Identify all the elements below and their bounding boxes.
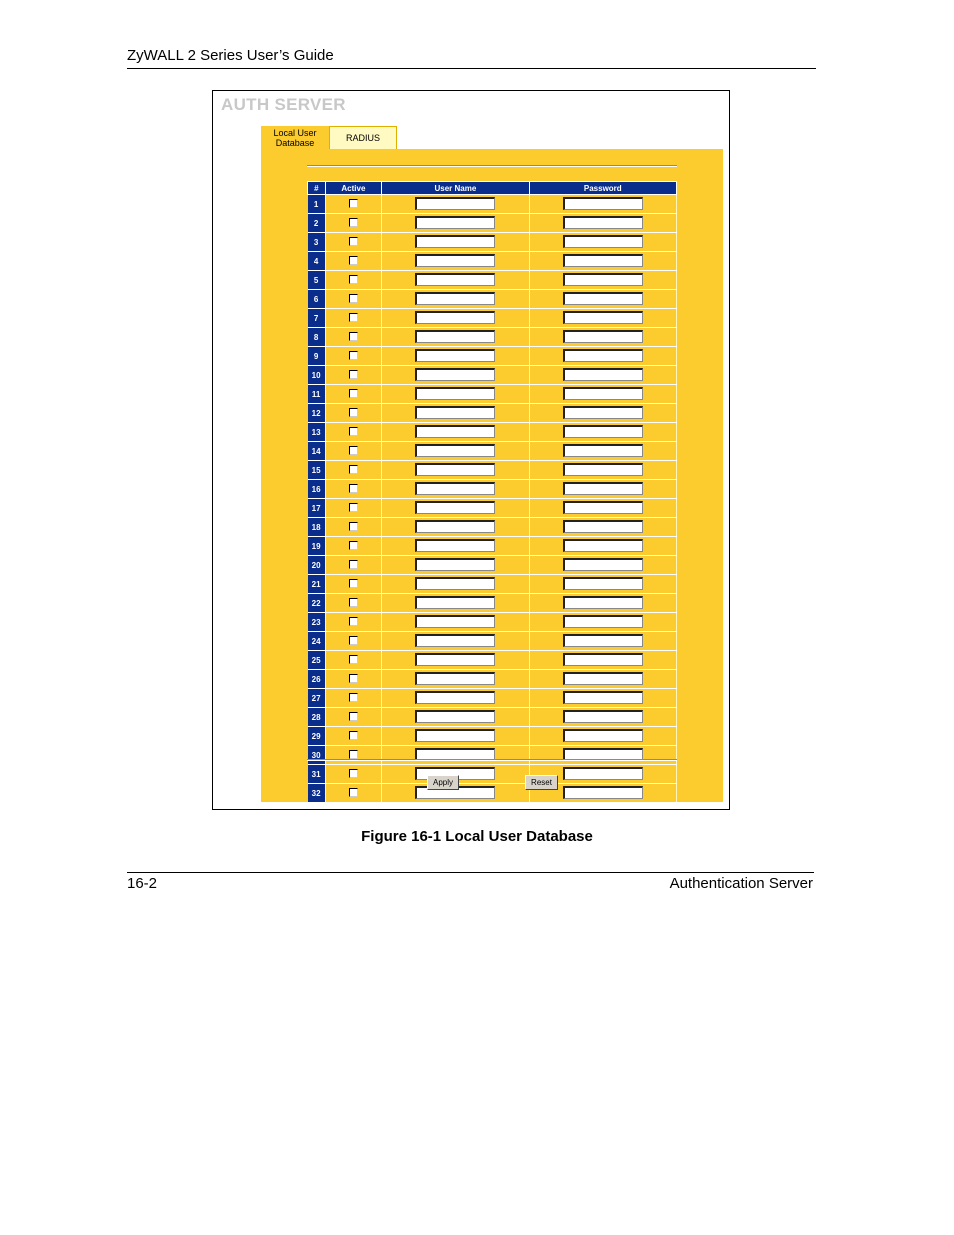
table-row <box>308 575 677 594</box>
user-name-cell <box>382 727 529 746</box>
user-name-cell <box>382 309 529 328</box>
active-cell <box>325 594 382 613</box>
table-row <box>308 784 677 803</box>
table-row <box>308 290 677 309</box>
active-checkbox[interactable] <box>349 693 358 702</box>
active-cell <box>325 480 382 499</box>
password-input[interactable] <box>563 672 643 685</box>
row-number: 9 <box>308 347 326 366</box>
active-checkbox[interactable] <box>349 674 358 683</box>
active-cell <box>325 366 382 385</box>
active-cell <box>325 271 382 290</box>
row-number: 13 <box>308 423 326 442</box>
active-checkbox[interactable] <box>349 750 358 759</box>
password-input[interactable] <box>563 311 643 324</box>
tab-local-user-database[interactable]: Local User Database <box>261 126 329 150</box>
user-name-input[interactable] <box>415 710 495 723</box>
active-cell <box>325 670 382 689</box>
user-name-cell <box>382 746 529 765</box>
password-input[interactable] <box>563 406 643 419</box>
password-cell <box>529 423 676 442</box>
column-header-active: Active <box>325 182 382 195</box>
row-number: 32 <box>308 784 326 803</box>
user-name-input[interactable] <box>415 425 495 438</box>
password-cell <box>529 746 676 765</box>
password-input[interactable] <box>563 292 643 305</box>
password-input[interactable] <box>563 558 643 571</box>
password-cell <box>529 290 676 309</box>
table-header-row <box>308 182 677 195</box>
row-number: 29 <box>308 727 326 746</box>
row-number: 26 <box>308 670 326 689</box>
user-name-input[interactable] <box>415 539 495 552</box>
local-user-database-panel <box>261 149 723 802</box>
row-number: 19 <box>308 537 326 556</box>
active-cell <box>325 385 382 404</box>
password-input[interactable] <box>563 710 643 723</box>
password-input[interactable] <box>563 786 643 799</box>
row-number: 25 <box>308 651 326 670</box>
row-number: 3 <box>308 233 326 252</box>
active-checkbox[interactable] <box>349 275 358 284</box>
table-row <box>308 670 677 689</box>
password-input[interactable] <box>563 634 643 647</box>
user-name-input[interactable] <box>415 653 495 666</box>
table-row <box>308 404 677 423</box>
password-input[interactable] <box>563 197 643 210</box>
bottom-divider <box>307 759 677 761</box>
password-cell <box>529 632 676 651</box>
table-row <box>308 442 677 461</box>
password-input[interactable] <box>563 691 643 704</box>
user-name-input[interactable] <box>415 463 495 476</box>
table-row <box>308 195 677 214</box>
table-row <box>308 594 677 613</box>
password-input[interactable] <box>563 216 643 229</box>
active-checkbox[interactable] <box>349 427 358 436</box>
active-checkbox[interactable] <box>349 313 358 322</box>
password-input[interactable] <box>563 254 643 267</box>
user-name-cell <box>382 689 529 708</box>
password-input[interactable] <box>563 425 643 438</box>
document-header-title: ZyWALL 2 Series User’s Guide <box>127 47 334 64</box>
active-checkbox[interactable] <box>349 351 358 360</box>
row-number: 31 <box>308 765 326 784</box>
password-input[interactable] <box>563 615 643 628</box>
user-name-input[interactable] <box>415 577 495 590</box>
column-header-number: # <box>308 182 326 195</box>
password-input[interactable] <box>563 463 643 476</box>
row-number: 18 <box>308 518 326 537</box>
table-row <box>308 461 677 480</box>
row-number: 7 <box>308 309 326 328</box>
password-cell <box>529 727 676 746</box>
row-number: 16 <box>308 480 326 499</box>
user-name-input[interactable] <box>415 292 495 305</box>
user-name-cell <box>382 499 529 518</box>
active-checkbox[interactable] <box>349 370 358 379</box>
password-cell <box>529 385 676 404</box>
password-cell <box>529 480 676 499</box>
header-rule <box>127 68 816 69</box>
table-row <box>308 347 677 366</box>
active-cell <box>325 708 382 727</box>
row-number: 21 <box>308 575 326 594</box>
top-divider <box>307 165 677 167</box>
password-cell <box>529 708 676 727</box>
row-number: 23 <box>308 613 326 632</box>
user-name-input[interactable] <box>415 520 495 533</box>
active-cell <box>325 765 382 784</box>
active-checkbox[interactable] <box>349 769 358 778</box>
password-cell <box>529 499 676 518</box>
user-name-cell <box>382 290 529 309</box>
table-row <box>308 328 677 347</box>
active-cell <box>325 423 382 442</box>
password-input[interactable] <box>563 235 643 248</box>
password-input[interactable] <box>563 653 643 666</box>
row-number: 30 <box>308 746 326 765</box>
user-name-input[interactable] <box>415 672 495 685</box>
password-input[interactable] <box>563 596 643 609</box>
user-name-input[interactable] <box>415 349 495 362</box>
row-number: 5 <box>308 271 326 290</box>
password-input[interactable] <box>563 349 643 362</box>
figure-caption: Figure 16-1 Local User Database <box>361 828 593 845</box>
password-input[interactable] <box>563 577 643 590</box>
active-cell <box>325 556 382 575</box>
password-input[interactable] <box>563 539 643 552</box>
row-number: 6 <box>308 290 326 309</box>
active-checkbox[interactable] <box>349 579 358 588</box>
active-cell <box>325 404 382 423</box>
active-cell <box>325 328 382 347</box>
row-number: 4 <box>308 252 326 271</box>
section-name: Authentication Server <box>669 875 813 892</box>
user-name-input[interactable] <box>415 615 495 628</box>
column-header-password: Password <box>529 182 676 195</box>
user-name-cell <box>382 594 529 613</box>
active-cell <box>325 537 382 556</box>
row-number: 10 <box>308 366 326 385</box>
active-cell <box>325 499 382 518</box>
table-row <box>308 537 677 556</box>
password-input[interactable] <box>563 482 643 495</box>
row-number: 8 <box>308 328 326 347</box>
table-row <box>308 727 677 746</box>
password-cell <box>529 442 676 461</box>
user-name-input[interactable] <box>415 368 495 381</box>
table-row <box>308 556 677 575</box>
app-title: AUTH SERVER <box>221 95 346 114</box>
table-row <box>308 708 677 727</box>
active-cell <box>325 347 382 366</box>
table-row <box>308 252 677 271</box>
active-checkbox[interactable] <box>349 484 358 493</box>
password-cell <box>529 537 676 556</box>
user-name-input[interactable] <box>415 254 495 267</box>
user-name-cell <box>382 252 529 271</box>
user-name-input[interactable] <box>415 729 495 742</box>
footer-rule <box>127 872 814 873</box>
table-row <box>308 746 677 765</box>
table-row <box>308 385 677 404</box>
password-cell <box>529 689 676 708</box>
table-row <box>308 765 677 784</box>
active-cell <box>325 214 382 233</box>
row-number: 1 <box>308 195 326 214</box>
user-name-input[interactable] <box>415 501 495 514</box>
password-cell <box>529 252 676 271</box>
password-cell <box>529 518 676 537</box>
active-checkbox[interactable] <box>349 294 358 303</box>
table-row <box>308 214 677 233</box>
password-cell <box>529 309 676 328</box>
password-cell <box>529 461 676 480</box>
password-cell <box>529 328 676 347</box>
active-cell <box>325 290 382 309</box>
user-name-cell <box>382 480 529 499</box>
active-checkbox[interactable] <box>349 332 358 341</box>
user-name-cell <box>382 670 529 689</box>
user-name-cell <box>382 651 529 670</box>
password-input[interactable] <box>563 273 643 286</box>
active-checkbox[interactable] <box>349 218 358 227</box>
password-cell <box>529 271 676 290</box>
active-checkbox[interactable] <box>349 465 358 474</box>
password-cell <box>529 347 676 366</box>
active-checkbox[interactable] <box>349 788 358 797</box>
password-cell <box>529 651 676 670</box>
user-name-cell <box>382 271 529 290</box>
active-checkbox[interactable] <box>349 237 358 246</box>
active-checkbox[interactable] <box>349 256 358 265</box>
active-checkbox[interactable] <box>349 199 358 208</box>
password-cell <box>529 670 676 689</box>
user-name-input[interactable] <box>415 235 495 248</box>
active-checkbox[interactable] <box>349 617 358 626</box>
active-checkbox[interactable] <box>349 541 358 550</box>
user-name-cell <box>382 233 529 252</box>
table-row <box>308 613 677 632</box>
user-name-input[interactable] <box>415 558 495 571</box>
user-name-input[interactable] <box>415 482 495 495</box>
password-input[interactable] <box>563 387 643 400</box>
row-number: 28 <box>308 708 326 727</box>
apply-button[interactable]: Apply <box>427 775 459 790</box>
active-checkbox[interactable] <box>349 655 358 664</box>
user-name-cell <box>382 632 529 651</box>
user-name-input[interactable] <box>415 216 495 229</box>
user-name-cell <box>382 442 529 461</box>
password-cell <box>529 594 676 613</box>
table-row <box>308 309 677 328</box>
user-name-cell <box>382 347 529 366</box>
active-checkbox[interactable] <box>349 522 358 531</box>
column-header-user-name: User Name <box>382 182 529 195</box>
row-number: 22 <box>308 594 326 613</box>
user-name-cell <box>382 518 529 537</box>
row-number: 11 <box>308 385 326 404</box>
user-name-cell <box>382 575 529 594</box>
active-checkbox[interactable] <box>349 598 358 607</box>
row-number: 20 <box>308 556 326 575</box>
user-name-input[interactable] <box>415 197 495 210</box>
user-name-input[interactable] <box>415 444 495 457</box>
user-name-cell <box>382 613 529 632</box>
user-name-input[interactable] <box>415 330 495 343</box>
user-name-cell <box>382 366 529 385</box>
user-name-cell <box>382 328 529 347</box>
active-cell <box>325 461 382 480</box>
row-number: 27 <box>308 689 326 708</box>
user-name-input[interactable] <box>415 406 495 419</box>
password-input[interactable] <box>563 501 643 514</box>
active-checkbox[interactable] <box>349 636 358 645</box>
password-input[interactable] <box>563 330 643 343</box>
row-number: 24 <box>308 632 326 651</box>
user-name-cell <box>382 708 529 727</box>
user-name-input[interactable] <box>415 273 495 286</box>
row-number: 15 <box>308 461 326 480</box>
user-table <box>307 181 677 803</box>
active-cell <box>325 784 382 803</box>
table-row <box>308 423 677 442</box>
reset-button[interactable]: Reset <box>525 775 558 790</box>
user-name-cell <box>382 537 529 556</box>
password-cell <box>529 575 676 594</box>
table-row <box>308 480 677 499</box>
password-cell <box>529 613 676 632</box>
table-row <box>308 518 677 537</box>
password-cell <box>529 233 676 252</box>
table-row <box>308 651 677 670</box>
active-cell <box>325 727 382 746</box>
user-name-cell <box>382 423 529 442</box>
active-cell <box>325 442 382 461</box>
password-cell <box>529 366 676 385</box>
table-row <box>308 632 677 651</box>
user-name-cell <box>382 404 529 423</box>
active-checkbox[interactable] <box>349 503 358 512</box>
page-number: 16-2 <box>127 875 158 892</box>
user-name-input[interactable] <box>415 691 495 704</box>
password-cell <box>529 195 676 214</box>
row-number: 2 <box>308 214 326 233</box>
active-cell <box>325 689 382 708</box>
password-input[interactable] <box>563 368 643 381</box>
user-name-cell <box>382 385 529 404</box>
user-name-input[interactable] <box>415 596 495 609</box>
user-name-input[interactable] <box>415 634 495 647</box>
password-cell <box>529 404 676 423</box>
table-row <box>308 689 677 708</box>
tab-radius[interactable]: RADIUS <box>329 126 397 150</box>
password-input[interactable] <box>563 444 643 457</box>
active-cell <box>325 613 382 632</box>
row-number: 14 <box>308 442 326 461</box>
active-checkbox[interactable] <box>349 560 358 569</box>
active-cell <box>325 195 382 214</box>
user-name-cell <box>382 214 529 233</box>
active-cell <box>325 651 382 670</box>
active-checkbox[interactable] <box>349 408 358 417</box>
active-cell <box>325 309 382 328</box>
user-table-body <box>308 195 677 803</box>
active-cell <box>325 632 382 651</box>
active-cell <box>325 746 382 765</box>
active-cell <box>325 252 382 271</box>
password-cell <box>529 556 676 575</box>
user-name-cell <box>382 461 529 480</box>
row-number: 12 <box>308 404 326 423</box>
user-name-cell <box>382 556 529 575</box>
active-checkbox[interactable] <box>349 731 358 740</box>
password-input[interactable] <box>563 767 643 780</box>
active-cell <box>325 575 382 594</box>
table-row <box>308 499 677 518</box>
table-row <box>308 366 677 385</box>
password-input[interactable] <box>563 729 643 742</box>
table-row <box>308 271 677 290</box>
active-cell <box>325 518 382 537</box>
password-cell <box>529 214 676 233</box>
user-name-input[interactable] <box>415 311 495 324</box>
active-cell <box>325 233 382 252</box>
user-name-input[interactable] <box>415 387 495 400</box>
row-number: 17 <box>308 499 326 518</box>
user-name-cell <box>382 195 529 214</box>
figure-frame <box>212 90 730 810</box>
table-row <box>308 233 677 252</box>
active-checkbox[interactable] <box>349 712 358 721</box>
active-checkbox[interactable] <box>349 389 358 398</box>
active-checkbox[interactable] <box>349 446 358 455</box>
password-input[interactable] <box>563 520 643 533</box>
